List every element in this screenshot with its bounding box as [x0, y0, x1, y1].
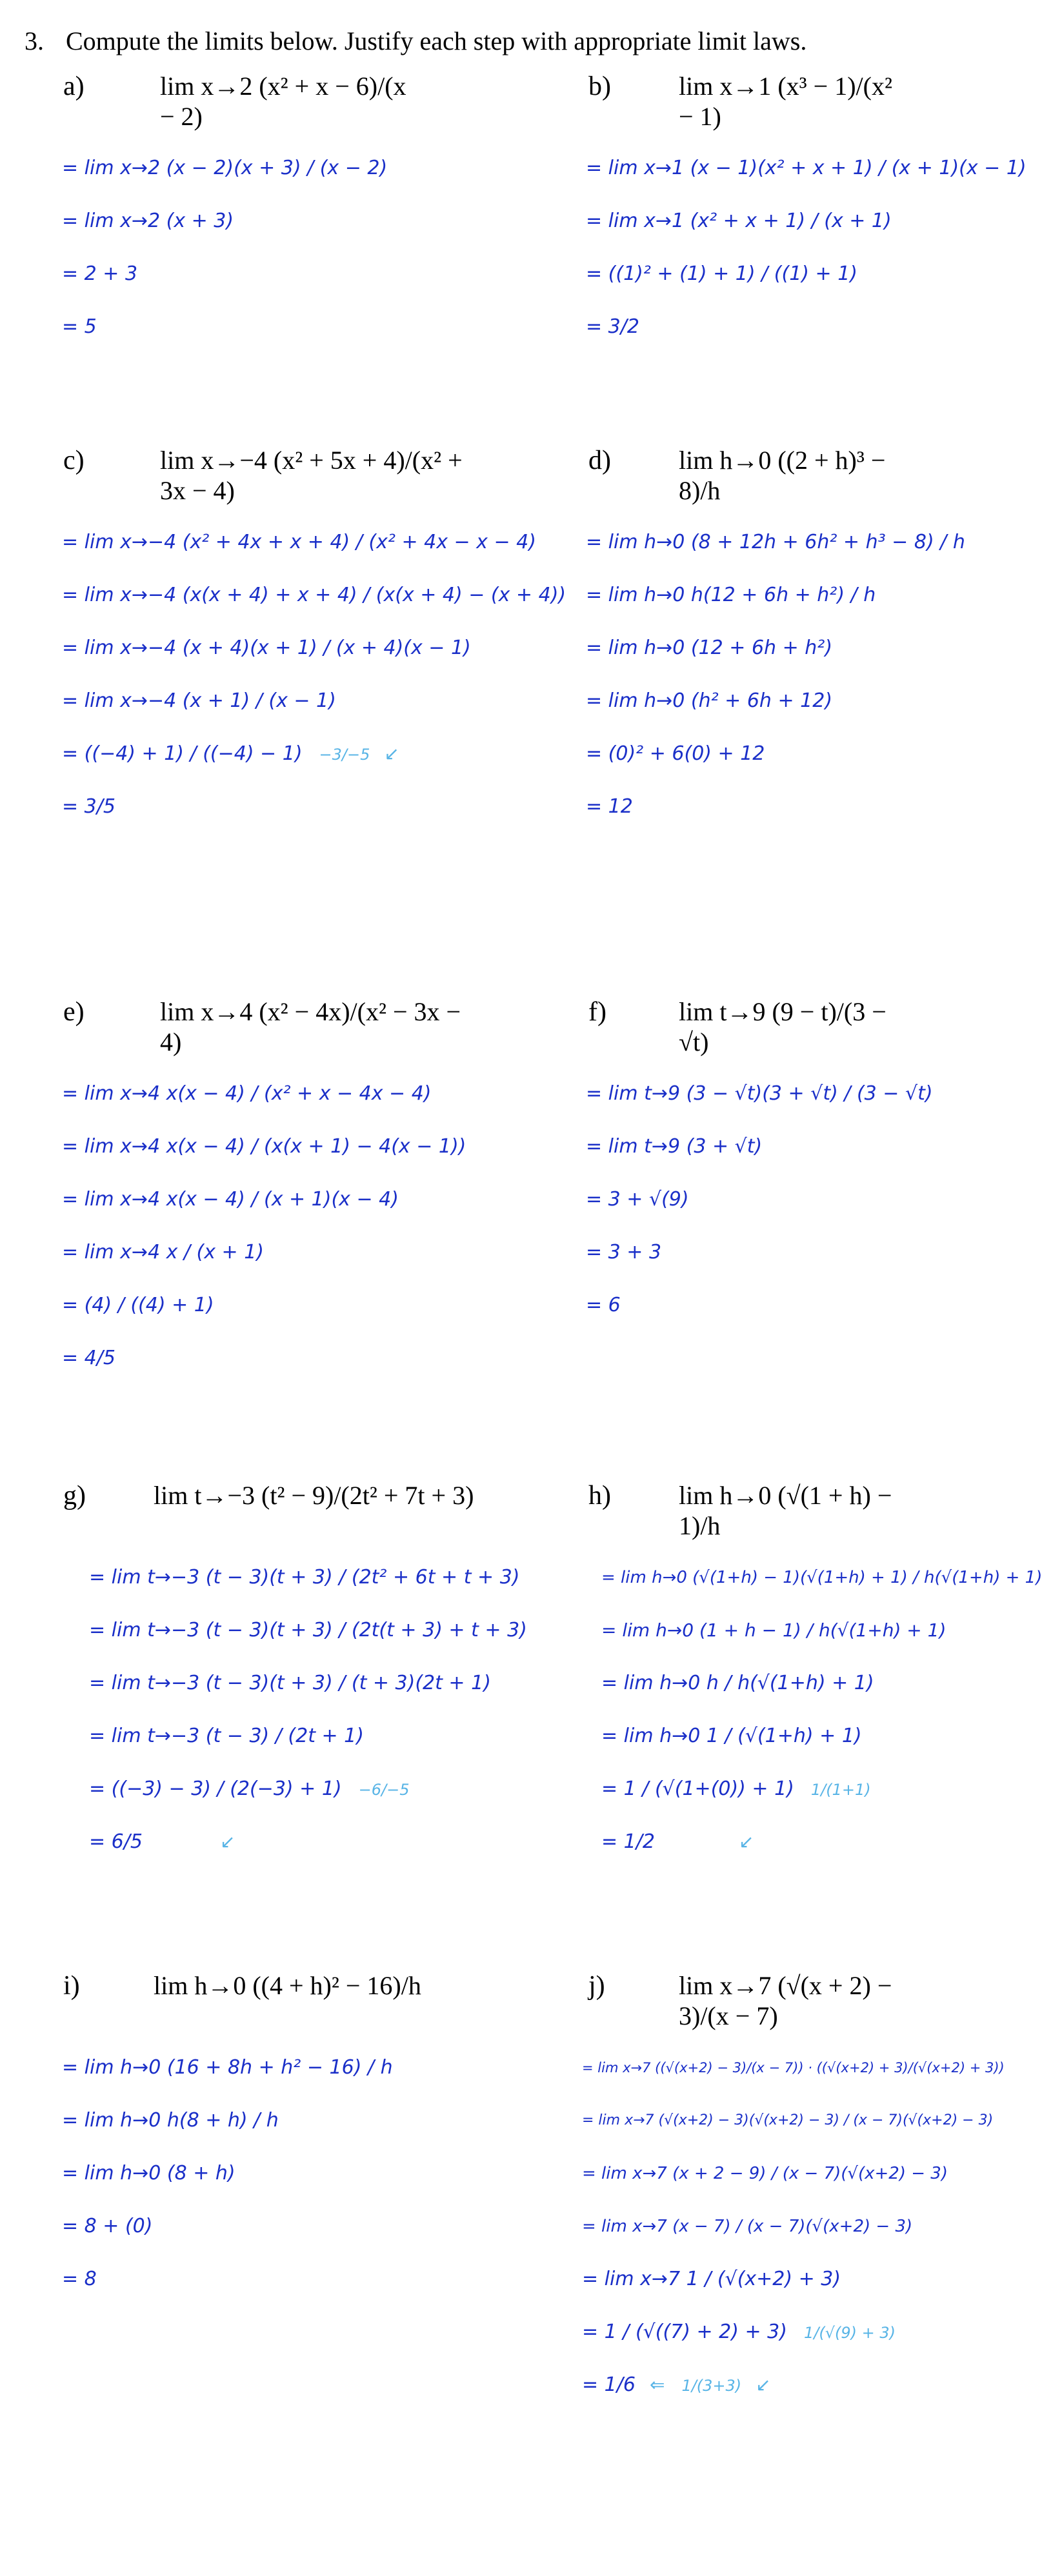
step-text: = ((−4) + 1) / ((−4) − 1) — [62, 742, 303, 765]
solution-steps — [62, 142, 387, 353]
solution-step: = lim t→9 (3 − √t)(3 + √t) / (3 − √t) — [586, 1082, 933, 1105]
solution-step: = 5 — [62, 315, 97, 338]
solution-steps — [62, 516, 566, 833]
solution-step: = 3 + 3 — [586, 1241, 662, 1263]
solution-step: = 2 + 3 — [62, 263, 138, 285]
question-header — [25, 26, 807, 56]
question-number: 3. — [25, 26, 44, 55]
solution-step: = lim x→7 (√(x+2) − 3)(√(x+2) − 3) / (x − 7)(√(x+2) − 3) — [582, 2112, 994, 2128]
problem-expression: lim x→1 (x³ − 1)/(x² − 1) — [679, 72, 892, 131]
solution-step: = lim h→0 h / h(√(1+h) + 1) — [601, 1672, 874, 1694]
solution-step — [89, 1763, 527, 1816]
step-text: = 1 / (√(1+(0)) + 1) — [601, 1778, 794, 1800]
problem-expression: lim x→4 (x² − 4x)/(x² − 3x − 4) — [160, 997, 461, 1056]
problem-expression: lim h→0 ((2 + h)³ − 8)/h — [679, 446, 886, 505]
solution-steps — [586, 1067, 933, 1332]
solution-step — [582, 2359, 1005, 2412]
solution-step: = lim t→−3 (t − 3) / (2t + 1) — [89, 1725, 364, 1747]
arrow-icon: ⇐ — [649, 2374, 665, 2395]
arrow-icon: ↙ — [738, 1831, 754, 1852]
solution-step: = lim t→−3 (t − 3)(t + 3) / (t + 3)(2t + 1) — [89, 1672, 491, 1694]
solution-step: = lim x→4 x(x − 4) / (x(x + 1) − 4(x − 1)) — [62, 1135, 466, 1158]
solution-step: = lim x→−4 (x + 4)(x + 1) / (x + 4)(x − 1) — [62, 637, 471, 659]
solution-step: = lim h→0 h(12 + 6h + h²) / h — [586, 584, 876, 606]
solution-step: = lim h→0 (8 + 12h + 6h² + h³ − 8) / h — [586, 531, 965, 553]
problem-expression: lim x→7 (√(x + 2) − 3)/(x − 7) — [679, 1971, 892, 2030]
solution-step: = 3 + √(9) — [586, 1188, 689, 1211]
step-text: = 6/5 — [89, 1830, 143, 1853]
solution-step: = lim h→0 (16 + 8h + h² − 16) / h — [62, 2056, 393, 2079]
problem-label: j) — [588, 1971, 605, 2001]
solution-step: = lim x→4 x / (x + 1) — [62, 1241, 265, 1263]
solution-step: = 6 — [586, 1294, 621, 1316]
solution-step — [582, 2306, 1005, 2359]
solution-step: = 3/2 — [586, 315, 639, 338]
problem-label: a) — [63, 72, 85, 101]
solution-steps — [89, 1551, 527, 1868]
solution-step: = lim h→0 (1 + h − 1) / h(√(1+h) + 1) — [601, 1620, 947, 1641]
side-note: −3/−5 — [319, 746, 370, 764]
solution-step: = lim x→1 (x² + x + 1) / (x + 1) — [586, 210, 892, 232]
solution-step: = lim x→7 ((√(x+2) − 3)/(x − 7)) · ((√(x+2) + 3)/(√(x+2) + 3)) — [582, 2060, 1005, 2076]
problem-label: d) — [588, 446, 611, 475]
solution-step: = (4) / ((4) + 1) — [62, 1294, 214, 1316]
problem-expression: lim x→2 (x² + x − 6)/(x − 2) — [160, 72, 406, 131]
problem-label: g) — [63, 1481, 86, 1511]
solution-step — [601, 1763, 1042, 1816]
solution-step: = 8 + (0) — [62, 2215, 153, 2237]
solution-step: = 4/5 — [62, 1347, 115, 1369]
question-instruction: Compute the limits below. Justify each step with appropriate limit laws. — [66, 26, 807, 55]
solution-step: = lim t→−3 (t − 3)(t + 3) / (2t(t + 3) + t + 3) — [89, 1619, 527, 1641]
problem-label: e) — [63, 997, 85, 1027]
solution-step: = lim x→1 (x − 1)(x² + x + 1) / (x + 1)(x − 1) — [586, 157, 1027, 179]
side-note: −6/−5 — [358, 1781, 410, 1799]
solution-step: = lim x→−4 (x² + 4x + x + 4) / (x² + 4x − x − 4) — [62, 531, 536, 553]
solution-step — [601, 1816, 1042, 1868]
solution-step: = lim x→2 (x + 3) — [62, 210, 234, 232]
problem-label: h) — [588, 1481, 611, 1511]
solution-step: = ((1)² + (1) + 1) / ((1) + 1) — [586, 263, 857, 285]
solution-steps — [586, 516, 965, 833]
step-text: = 1 / (√((7) + 2) + 3) — [582, 2321, 787, 2343]
solution-step: = lim h→0 (h² + 6h + 12) — [586, 689, 833, 712]
solution-step: = lim x→4 x(x − 4) / (x + 1)(x − 4) — [62, 1188, 399, 1211]
solution-steps — [586, 142, 1027, 353]
arrow-icon: ↙ — [384, 743, 399, 764]
solution-step — [62, 728, 566, 780]
step-text: = ((−3) − 3) / (2(−3) + 1) — [89, 1778, 342, 1800]
problem-expression: lim h→0 ((4 + h)² − 16)/h — [154, 1971, 421, 2000]
problem-expression: lim x→−4 (x² + 5x + 4)/(x² + 3x − 4) — [160, 446, 463, 505]
solution-step: = lim x→4 x(x − 4) / (x² + x − 4x − 4) — [62, 1082, 432, 1105]
step-text: = 1/6 — [582, 2373, 636, 2396]
problem-label: f) — [588, 997, 606, 1027]
solution-step: = lim h→0 h(8 + h) / h — [62, 2109, 279, 2132]
solution-step: = lim x→7 1 / (√(x+2) + 3) — [582, 2268, 841, 2290]
solution-step: = lim x→7 (x − 7) / (x − 7)(√(x+2) − 3) — [582, 2217, 913, 2236]
solution-step: = lim h→0 (12 + 6h + h²) — [586, 637, 833, 659]
side-note: 1/(1+1) — [810, 1781, 871, 1799]
problem-expression: lim h→0 (√(1 + h) − 1)/h — [679, 1481, 892, 1540]
solution-step: = (0)² + 6(0) + 12 — [586, 742, 765, 765]
solution-steps — [62, 2041, 393, 2306]
problem-expression: lim t→9 (9 − t)/(3 − √t) — [679, 997, 887, 1056]
solution-step: = lim h→0 (√(1+h) − 1)(√(1+h) + 1) / h(√(1+h) + 1) — [601, 1568, 1042, 1587]
arrow-icon: ↙ — [756, 2374, 771, 2395]
solution-step: = 8 — [62, 2268, 97, 2290]
solution-step: = lim x→7 (x + 2 − 9) / (x − 7)(√(x+2) − 3) — [582, 2164, 948, 2183]
problem-label: c) — [63, 446, 85, 475]
arrow-icon: ↙ — [219, 1831, 235, 1852]
step-text: = 1/2 — [601, 1830, 655, 1853]
solution-steps — [62, 1067, 466, 1385]
problem-expression: lim t→−3 (t² − 9)/(2t² + 7t + 3) — [154, 1481, 474, 1510]
solution-step: = lim h→0 1 / (√(1+h) + 1) — [601, 1725, 862, 1747]
side-note: 1/(√(9) + 3) — [803, 2324, 896, 2342]
solution-steps — [582, 2041, 1005, 2412]
problem-label: i) — [63, 1971, 80, 2001]
solution-step: = lim t→9 (3 + √t) — [586, 1135, 763, 1158]
solution-step: = 3/5 — [62, 795, 115, 818]
solution-step: = lim x→2 (x − 2)(x + 3) / (x − 2) — [62, 157, 388, 179]
problem-label: b) — [588, 72, 611, 101]
solution-step — [89, 1816, 527, 1868]
solution-steps — [601, 1551, 1042, 1868]
side-note: 1/(3+3) — [681, 2377, 742, 2395]
solution-step: = lim x→−4 (x(x + 4) + x + 4) / (x(x + 4) − (x + 4)) — [62, 584, 566, 606]
solution-step: = lim x→−4 (x + 1) / (x − 1) — [62, 689, 336, 712]
solution-step: = 12 — [586, 795, 633, 818]
solution-step: = lim t→−3 (t − 3)(t + 3) / (2t² + 6t + t + 3) — [89, 1566, 520, 1589]
solution-step: = lim h→0 (8 + h) — [62, 2162, 235, 2185]
